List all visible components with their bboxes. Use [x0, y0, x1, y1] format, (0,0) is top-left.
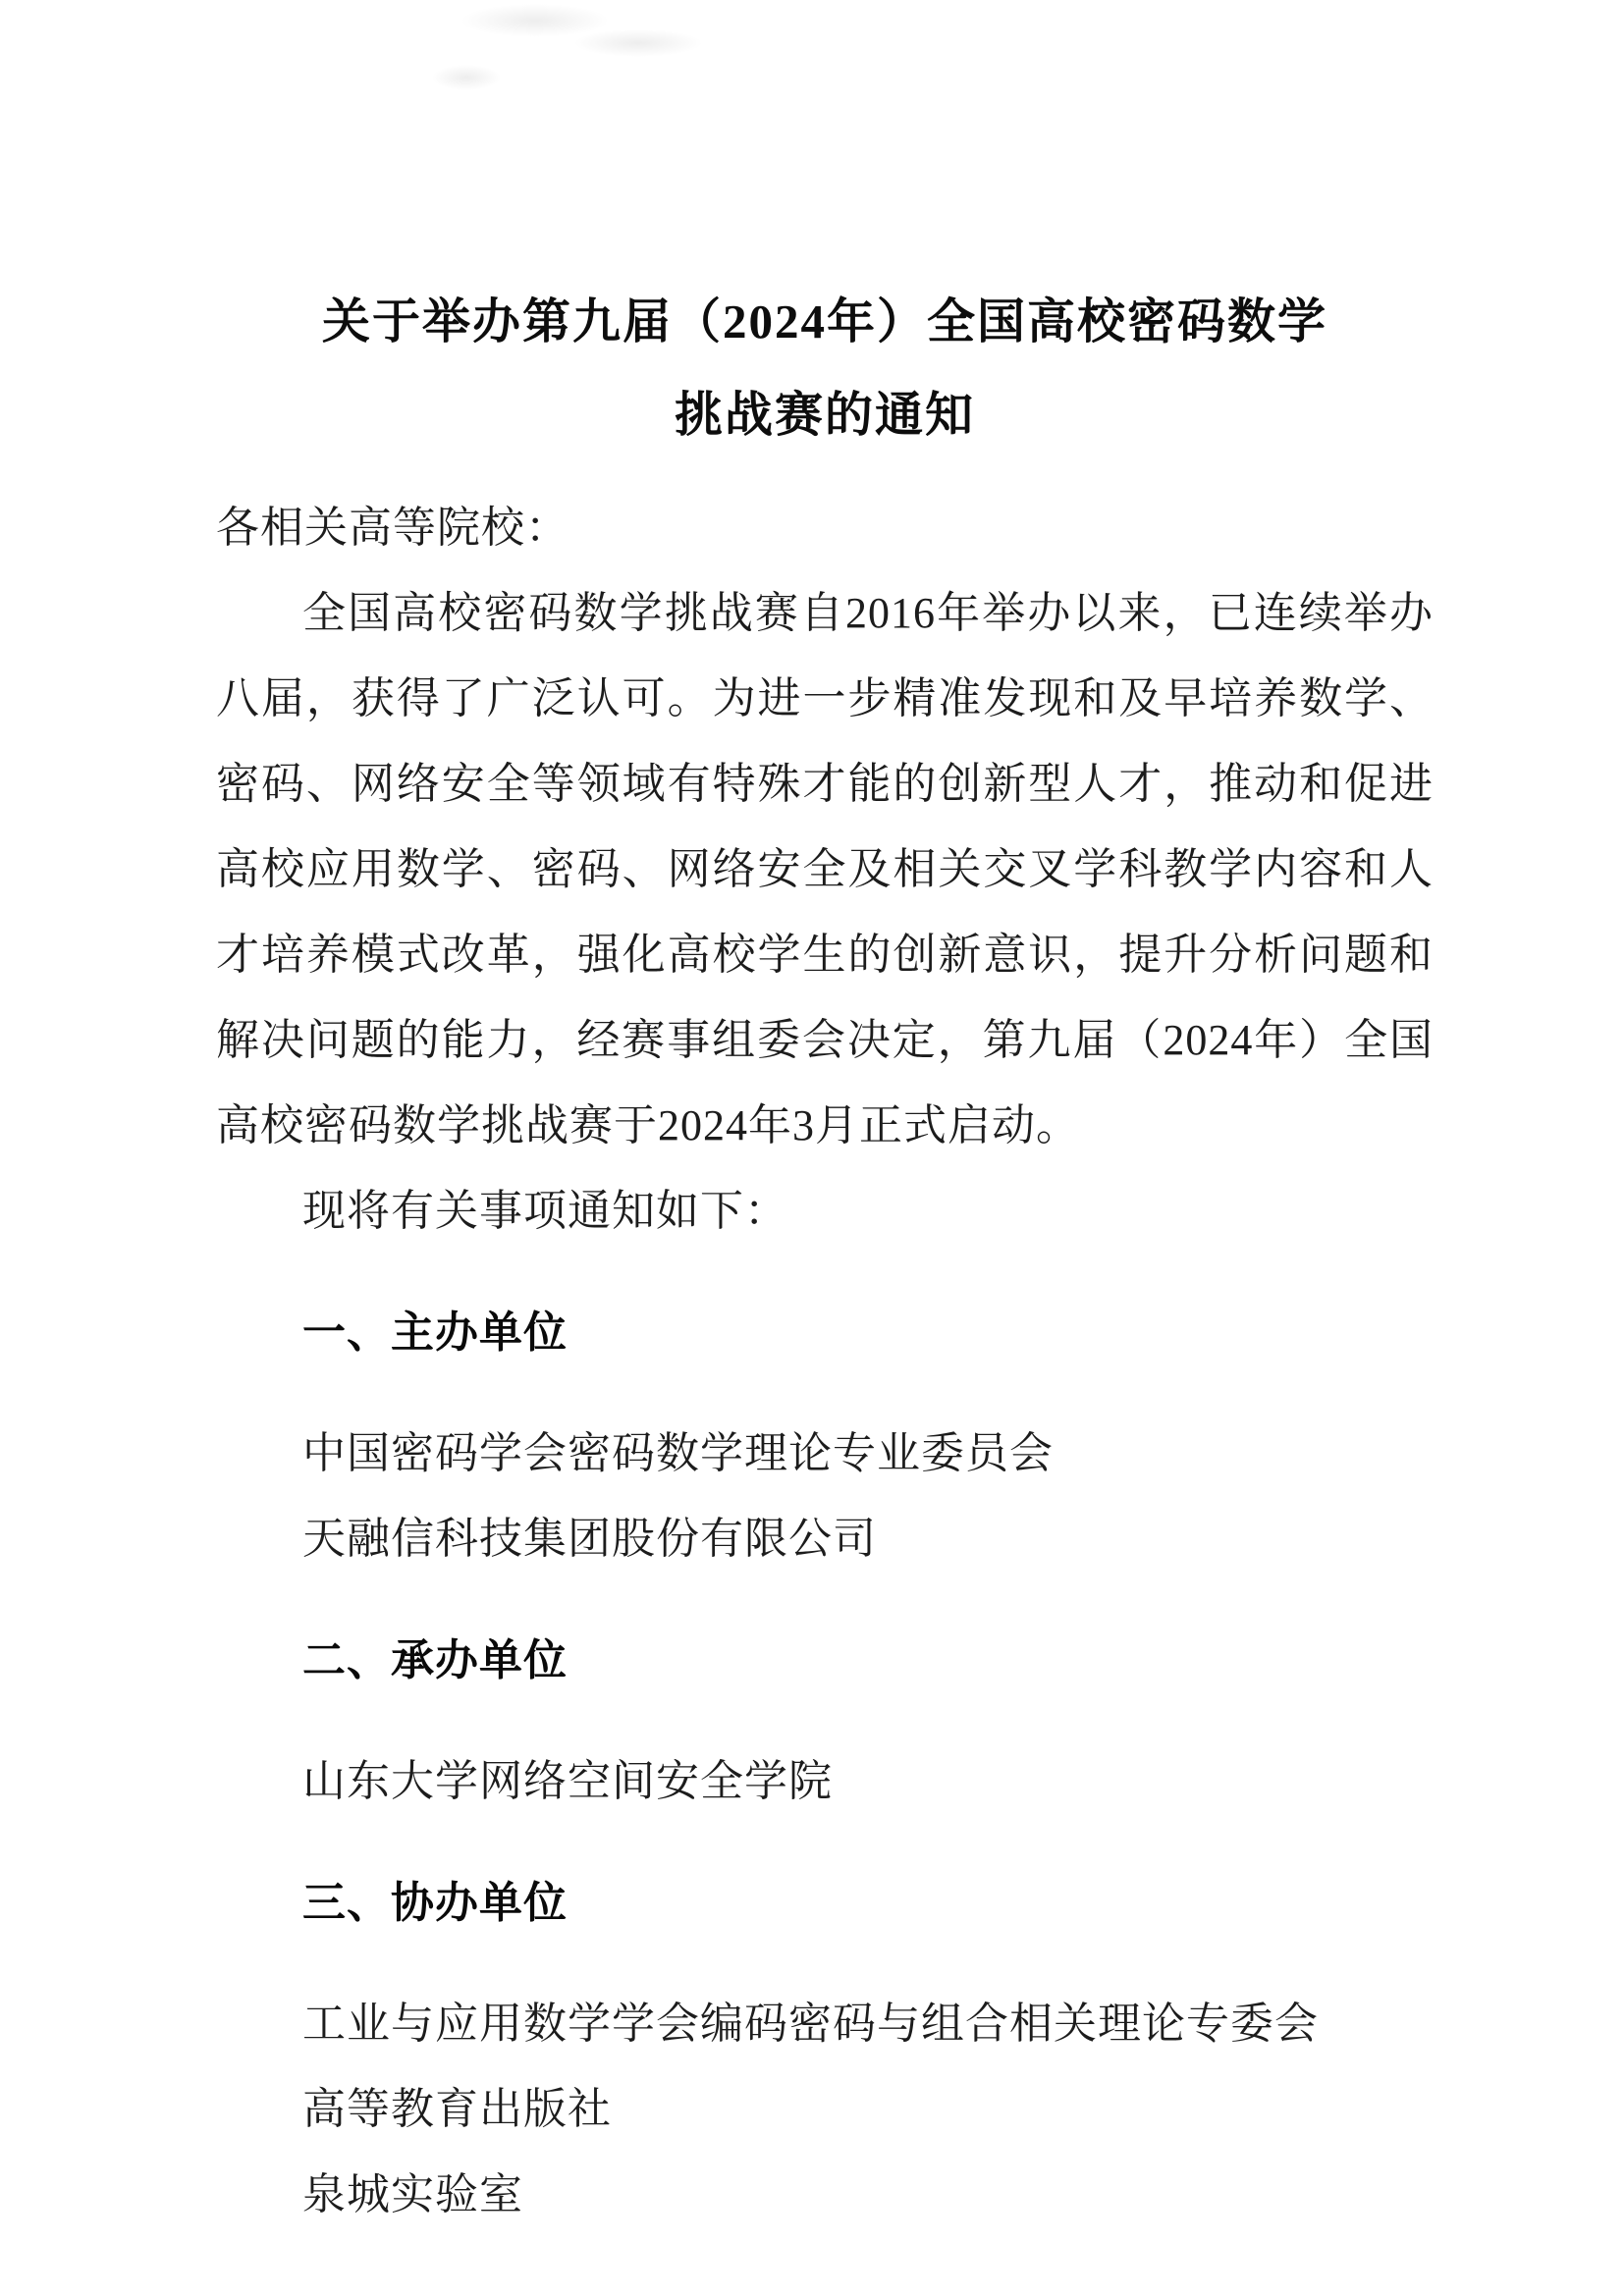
- scan-artifact: [432, 65, 501, 90]
- scan-artifact: [461, 4, 609, 37]
- document-body: [216, 485, 1434, 2237]
- host-org-item: 天融信科技集团股份有限公司: [302, 1515, 877, 1564]
- title-line-2: 挑战赛的通知: [674, 388, 975, 442]
- intro-paragraph: 全国高校密码数学挑战赛自2016年举办以来，已连续举办八届，获得了广泛认可。为进一步精准发现和及早培养数学、密码、网络安全等领域有特殊才能的创新型人才，推动和促进高校应用数学、密码、网络安全及相关交叉学科教学内容和人才培养模式改革，强化高校学生的创新意识，提升分析问题和解决问题的能力，经赛事组委会决定，第九届（2024年）全国高校密码数学挑战赛于2024年3月正式启动。: [216, 589, 1434, 1149]
- co-organizer-org-item: 高等教育出版社: [302, 2085, 612, 2134]
- salutation: 各相关高等院校：: [216, 504, 569, 552]
- host-org-item: 中国密码学会密码数学理论专业委员会: [302, 1429, 1054, 1478]
- co-organizer-org-item: 工业与应用数学学会编码密码与组合相关理论专委会: [302, 2000, 1319, 2049]
- co-organizer-org-item: 泉城实验室: [302, 2170, 523, 2219]
- section-heading-co-organizers: 三、协办单位: [302, 1878, 568, 1927]
- organizer-org-item: 山东大学网络空间安全学院: [302, 1757, 833, 1806]
- title-line-1: 关于举办第九届（2024年）全国高校密码数学: [321, 294, 1327, 348]
- notice-lead: 现将有关事项通知如下：: [302, 1187, 788, 1235]
- document-content: [0, 275, 1624, 2237]
- document-title: [216, 275, 1434, 461]
- scan-artifact: [574, 29, 702, 57]
- section-heading-hosts: 一、主办单位: [302, 1308, 568, 1357]
- section-heading-organizer: 二、承办单位: [302, 1635, 568, 1684]
